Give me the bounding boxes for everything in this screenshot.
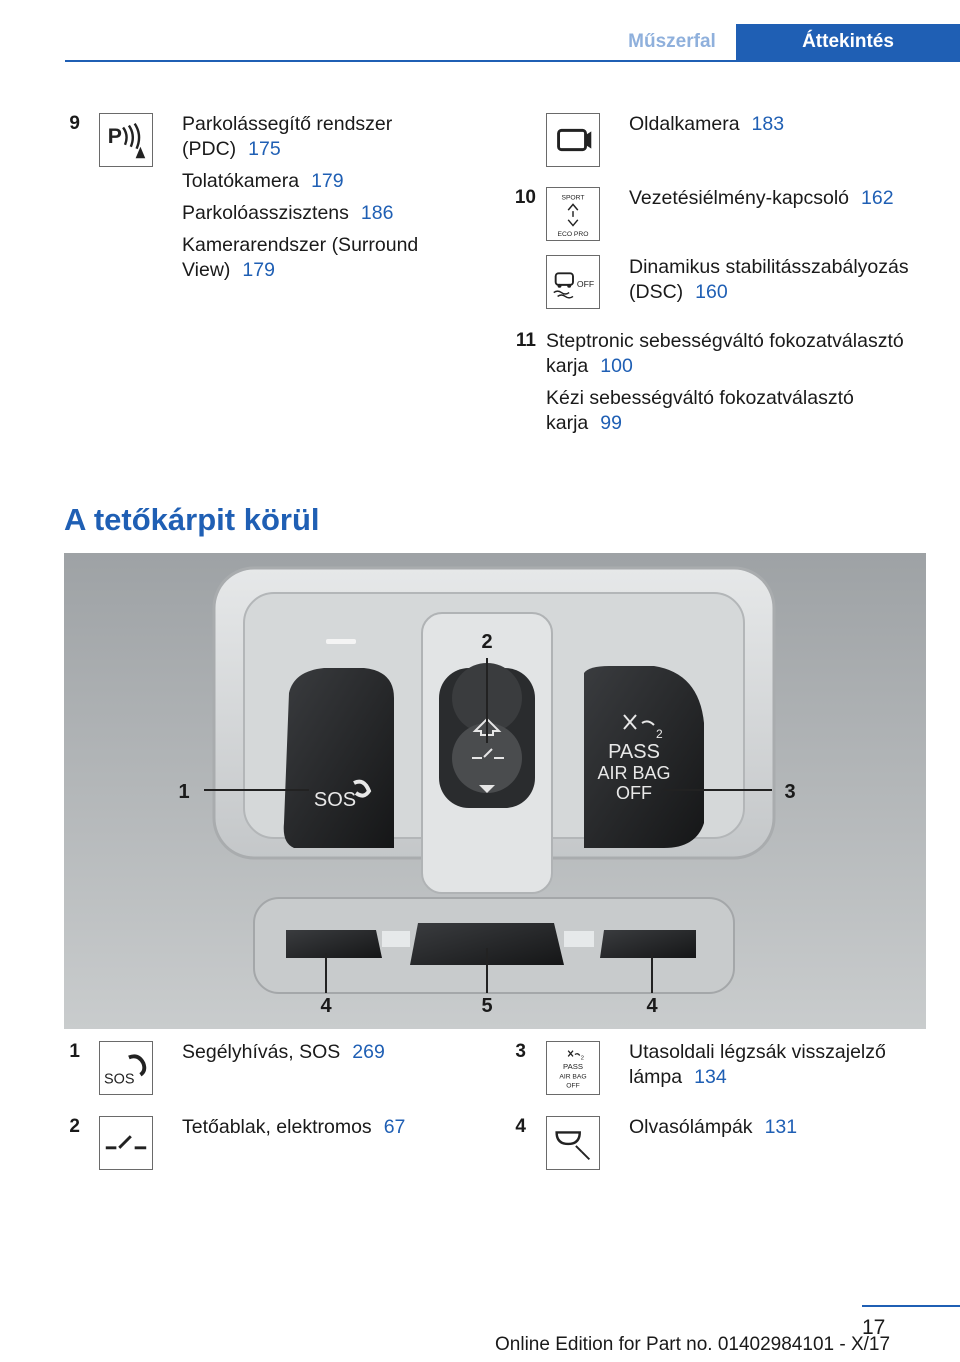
icon-pass-label: PASS bbox=[563, 1061, 583, 1071]
svg-text:2: 2 bbox=[580, 1055, 584, 1062]
pdc-icon bbox=[99, 113, 153, 167]
icon-airbag-label: AIR BAG bbox=[559, 1073, 587, 1081]
page-ref[interactable]: 179 bbox=[311, 170, 344, 192]
roof-console-photo bbox=[64, 553, 926, 1029]
photo-pass-label: PASS bbox=[608, 741, 660, 763]
entry-11-text bbox=[546, 329, 926, 443]
entry-side-camera bbox=[629, 112, 929, 144]
passenger-airbag-icon bbox=[546, 1041, 600, 1095]
page-ref[interactable]: 186 bbox=[360, 202, 394, 224]
entry-text: Tolatókamera bbox=[182, 170, 300, 192]
legend-number: 2 bbox=[69, 1116, 80, 1137]
page-ref[interactable]: 134 bbox=[694, 1066, 727, 1088]
legend-1-text bbox=[182, 1040, 472, 1072]
entry-text: Olvasólámpák bbox=[629, 1116, 753, 1138]
page-ref[interactable]: 183 bbox=[751, 113, 785, 135]
entry-text: Kamerarendszer (Surround View) bbox=[182, 234, 419, 281]
entry-text: Steptronic sebességváltó fokozatválasztó karja bbox=[546, 330, 904, 377]
entry-text: Kézi sebességváltó fokozatválasztó karja bbox=[546, 387, 854, 434]
entry-text: Oldalkamera bbox=[629, 113, 740, 135]
ecopro-label: ECO PRO bbox=[557, 231, 589, 239]
entry-text: Segélyhívás, SOS bbox=[182, 1041, 341, 1063]
entry-dsc-text bbox=[629, 255, 929, 312]
legend-4-text bbox=[629, 1115, 929, 1147]
entry-number: 11 bbox=[515, 330, 536, 351]
callout-4-left: 4 bbox=[320, 995, 332, 1017]
side-camera-icon bbox=[546, 113, 600, 167]
legend-2-text bbox=[182, 1115, 472, 1147]
footer-edition: Online Edition for Part no. 01402984101 - X/17 bbox=[495, 1334, 891, 1355]
legend-number: 4 bbox=[515, 1116, 526, 1137]
photo-off-label: OFF bbox=[616, 783, 652, 803]
photo-seat-label: 2 bbox=[656, 727, 663, 741]
page-ref[interactable]: 67 bbox=[383, 1116, 406, 1138]
legend-3-text bbox=[629, 1040, 929, 1097]
page-ref[interactable]: 99 bbox=[600, 412, 622, 434]
entry-text: Vezetésiélmény-kapcsoló bbox=[629, 187, 850, 209]
reading-light-icon bbox=[546, 1116, 600, 1170]
page-ref[interactable]: 100 bbox=[600, 355, 633, 377]
header-tab-attekintes[interactable]: Áttekintés bbox=[736, 24, 960, 62]
section-title: A tetőkárpit körül bbox=[64, 502, 320, 537]
sunroof-icon bbox=[99, 1116, 153, 1170]
footer-rule bbox=[862, 1305, 960, 1307]
entry-text: Parkolássegítő rendszer (PDC) bbox=[182, 113, 393, 160]
dsc-off-label: OFF bbox=[576, 278, 595, 289]
callout-5: 5 bbox=[481, 995, 493, 1017]
legend-number: 3 bbox=[515, 1041, 526, 1062]
page-ref[interactable]: 175 bbox=[248, 138, 281, 160]
page-ref[interactable]: 160 bbox=[695, 281, 728, 303]
entry-text: Dinamikus stabilitásszabályozás (DSC) bbox=[629, 256, 909, 303]
sport-ecopro-icon bbox=[546, 187, 600, 241]
photo-airbag-label: AIR BAG bbox=[597, 763, 671, 783]
entry-text: Utasoldali légzsák visszajelző lámpa bbox=[629, 1041, 886, 1088]
entry-number: 9 bbox=[69, 113, 80, 134]
sos-icon bbox=[99, 1041, 153, 1095]
header-tab-muszerfal[interactable]: Műszerfal bbox=[628, 31, 716, 52]
page-ref[interactable]: 131 bbox=[764, 1116, 798, 1138]
entry-number: 10 bbox=[514, 187, 536, 208]
entry-text: Parkolóasszisztens bbox=[182, 202, 349, 224]
icon-off-label: OFF bbox=[566, 1082, 580, 1090]
sport-label: SPORT bbox=[561, 194, 585, 202]
callout-1: 1 bbox=[178, 781, 190, 803]
header-rule bbox=[65, 60, 960, 62]
callout-2: 2 bbox=[481, 631, 493, 653]
callout-4-right: 4 bbox=[646, 995, 658, 1017]
photo-sos-label: SOS bbox=[313, 789, 357, 811]
legend-number: 1 bbox=[69, 1041, 80, 1062]
callout-3: 3 bbox=[784, 781, 796, 803]
dsc-off-icon bbox=[546, 255, 600, 309]
svg-text:P: P bbox=[107, 124, 122, 148]
entry-10-text bbox=[629, 186, 929, 218]
entry-9-text bbox=[182, 112, 442, 290]
sos-icon-label: SOS bbox=[104, 1071, 135, 1088]
entry-text: Tetőablak, elektromos bbox=[182, 1116, 372, 1138]
page-number: 17 bbox=[862, 1316, 886, 1339]
page-ref[interactable]: 269 bbox=[352, 1041, 385, 1063]
page-ref[interactable]: 179 bbox=[242, 259, 275, 281]
page-ref[interactable]: 162 bbox=[861, 187, 894, 209]
